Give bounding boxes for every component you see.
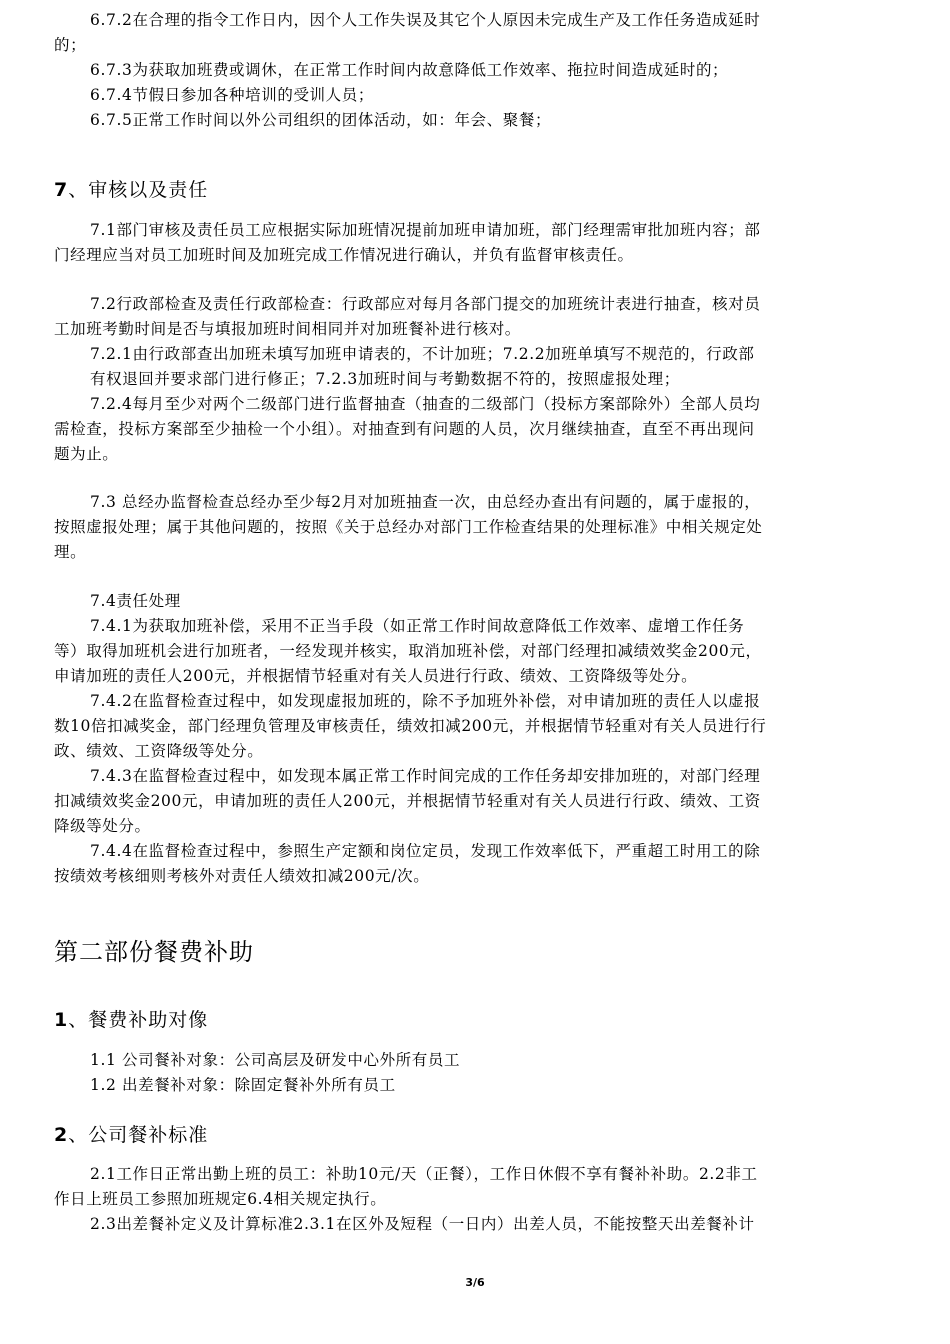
section-heading-1 — [54, 1005, 208, 1032]
paragraph-line: 7.2.4每月至少对两个二级部门进行监督抽查（抽查的二级部门（投标方案部除外）全部人员均 — [90, 395, 761, 413]
paragraph-line: 扣减绩效奖金200元，申请加班的责任人200元，并根据情节轻重对有关人员进行行政、绩效、工资 — [54, 792, 761, 810]
section-number: 7 — [54, 179, 69, 201]
paragraph-line: 7.4.4在监督检查过程中，参照生产定额和岗位定员，发现工作效率低下，严重超工时用工的除 — [90, 842, 761, 860]
section-title: 、公司餐补标准 — [68, 1124, 209, 1146]
section-heading-2 — [54, 1120, 208, 1147]
paragraph-line: 7.2.1由行政部查出加班未填写加班申请表的，不计加班；7.2.2加班单填写不规范的，行政部 — [90, 345, 755, 363]
section-number: 2 — [54, 1124, 69, 1146]
paragraph-line: 按绩效考核细则考核外对责任人绩效扣减200元/次。 — [54, 867, 430, 885]
part-title: 第二部份餐费补助 — [54, 938, 254, 966]
paragraph-line: 7.2行政部检查及责任行政部检查：行政部应对每月各部门提交的加班统计表进行抽查，核对员 — [90, 295, 761, 313]
paragraph-line: 6.7.4节假日参加各种培训的受训人员； — [90, 86, 374, 104]
section-title: 、餐费补助对像 — [68, 1009, 209, 1031]
paragraph-line: 7.3 总经办监督检查总经办至少每2月对加班抽查一次，由总经办查出有问题的，属于虚报的， — [90, 493, 761, 511]
paragraph-line: 作日上班员工参照加班规定6.4相关规定执行。 — [54, 1190, 387, 1208]
paragraph-line: 2.3出差餐补定义及计算标准2.3.1在区外及短程（一日内）出差人员，不能按整天出差餐补计 — [90, 1215, 755, 1233]
paragraph-line: 等）取得加班机会进行加班者，一经发现并核实，取消加班补偿，对部门经理扣减绩效奖金200元， — [54, 642, 762, 660]
paragraph-line: 1.2 出差餐补对象：除固定餐补外所有员工 — [90, 1076, 396, 1094]
paragraph-line: 6.7.2在合理的指令工作日内，因个人工作失误及其它个人原因未完成生产及工作任务造成延时 — [90, 11, 761, 29]
paragraph-line: 有权退回并要求部门进行修正；7.2.3加班时间与考勤数据不符的，按照虚报处理； — [90, 370, 680, 388]
paragraph-line: 政、绩效、工资降级等处分。 — [54, 742, 264, 760]
paragraph-line: 7.4.2在监督检查过程中，如发现虚报加班的，除不予加班外补偿，对申请加班的责任人以虚报 — [90, 692, 761, 710]
paragraph-line: 题为止。 — [54, 445, 119, 463]
paragraph-line: 按照虚报处理；属于其他问题的，按照《关于总经办对部门工作检查结果的处理标准》中相关规定处 — [54, 518, 763, 536]
section-heading-7 — [54, 175, 208, 202]
page-number: 3/6 — [465, 1276, 485, 1289]
paragraph-line: 7.4.1为获取加班补偿，采用不正当手段（如正常工作时间故意降低工作效率、虚增工作任务 — [90, 617, 745, 635]
paragraph-line: 理。 — [54, 543, 87, 561]
paragraph-line: 需检查，投标方案部至少抽检一个小组）。对抽查到有问题的人员，次月继续抽查，直至不再出现问 — [54, 420, 755, 438]
paragraph-line: 数10倍扣减奖金，部门经理负管理及审核责任，绩效扣减200元，并根据情节轻重对有关人员进行行 — [54, 717, 767, 735]
paragraph-line: 7.4责任处理 — [90, 592, 181, 610]
paragraph-line: 1.1 公司餐补对象：公司高层及研发中心外所有员工 — [90, 1051, 461, 1069]
paragraph-line: 6.7.3为获取加班费或调休，在正常工作时间内故意降低工作效率、拖拉时间造成延时的； — [90, 61, 729, 79]
section-number: 1 — [54, 1009, 69, 1031]
paragraph-line: 7.1部门审核及责任员工应根据实际加班情况提前加班申请加班，部门经理需审批加班内容；部 — [90, 221, 761, 239]
paragraph-line: 2.1工作日正常出勤上班的员工：补助10元/天（正餐），工作日休假不享有餐补补助。2.2非工 — [90, 1165, 758, 1183]
paragraph-line: 7.4.3在监督检查过程中，如发现本属正常工作时间完成的工作任务却安排加班的，对部门经理 — [90, 767, 761, 785]
paragraph-line: 降级等处分。 — [54, 817, 151, 835]
paragraph-line: 6.7.5正常工作时间以外公司组织的团体活动，如：年会、聚餐； — [90, 111, 552, 129]
paragraph-line: 工加班考勤时间是否与填报加班时间相同并对加班餐补进行核对。 — [54, 320, 521, 338]
paragraph-line: 申请加班的责任人200元，并根据情节轻重对有关人员进行行政、绩效、工资降级等处分。 — [54, 667, 698, 685]
paragraph-line: 的； — [54, 36, 87, 54]
paragraph-line: 门经理应当对员工加班时间及加班完成工作情况进行确认，并负有监督审核责任。 — [54, 246, 634, 264]
section-title: 、审核以及责任 — [68, 179, 209, 201]
